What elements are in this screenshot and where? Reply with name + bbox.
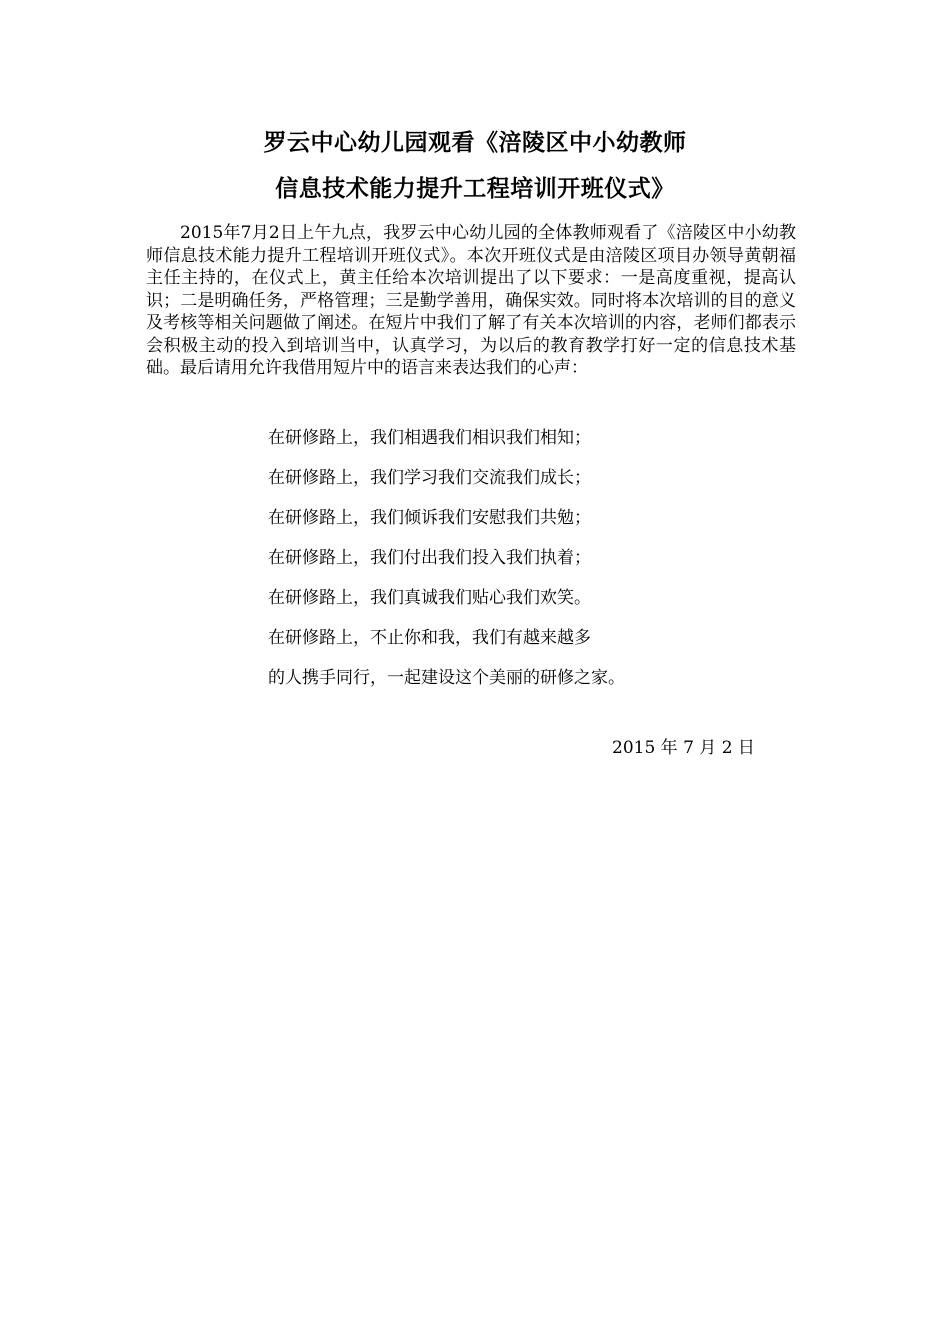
poem-block: [268, 428, 788, 708]
body-paragraph: 2015年7月2日上午九点，我罗云中心幼儿园的全体教师观看了《涪陵区中小幼教师信息技术能力提升工程培训开班仪式》。本次开班仪式是由涪陵区项目办领导黄朝福主任主持的，在仪式上，黄主任给本次培训提出了以下要求：一是高度重视，提高认识；二是明确任务，严格管理；三是勤学善用，确保实效。同时将本次培训的目的意义及考核等相关问题做了阐述。在短片中我们了解了有关本次培训的内容，老师们都表示会积极主动的投入到培训当中，认真学习，为以后的教育教学打好一定的信息技术基础。最后请用允许我借用短片中的语言来表达我们的心声：: [146, 223, 796, 378]
poem-line: 在研修路上，不止你和我，我们有越来越多: [268, 628, 591, 648]
poem-line: 在研修路上，我们付出我们投入我们执着；: [268, 548, 591, 568]
document-title-line-1: 罗云中心幼儿园观看《涪陵区中小幼教师: [263, 130, 687, 156]
document-title-line-2: 信息技术能力提升工程培训开班仪式》: [275, 176, 675, 202]
document-date: 2015 年 7 月 2 日: [612, 738, 755, 758]
poem-line: 在研修路上，我们倾诉我们安慰我们共勉；: [268, 508, 591, 528]
poem-line: 在研修路上，我们学习我们交流我们成长；: [268, 468, 591, 488]
poem-line: 的人携手同行，一起建设这个美丽的研修之家。: [268, 668, 625, 688]
poem-line: 在研修路上，我们相遇我们相识我们相知；: [268, 428, 591, 448]
poem-line: 在研修路上，我们真诚我们贴心我们欢笑。: [268, 588, 591, 608]
